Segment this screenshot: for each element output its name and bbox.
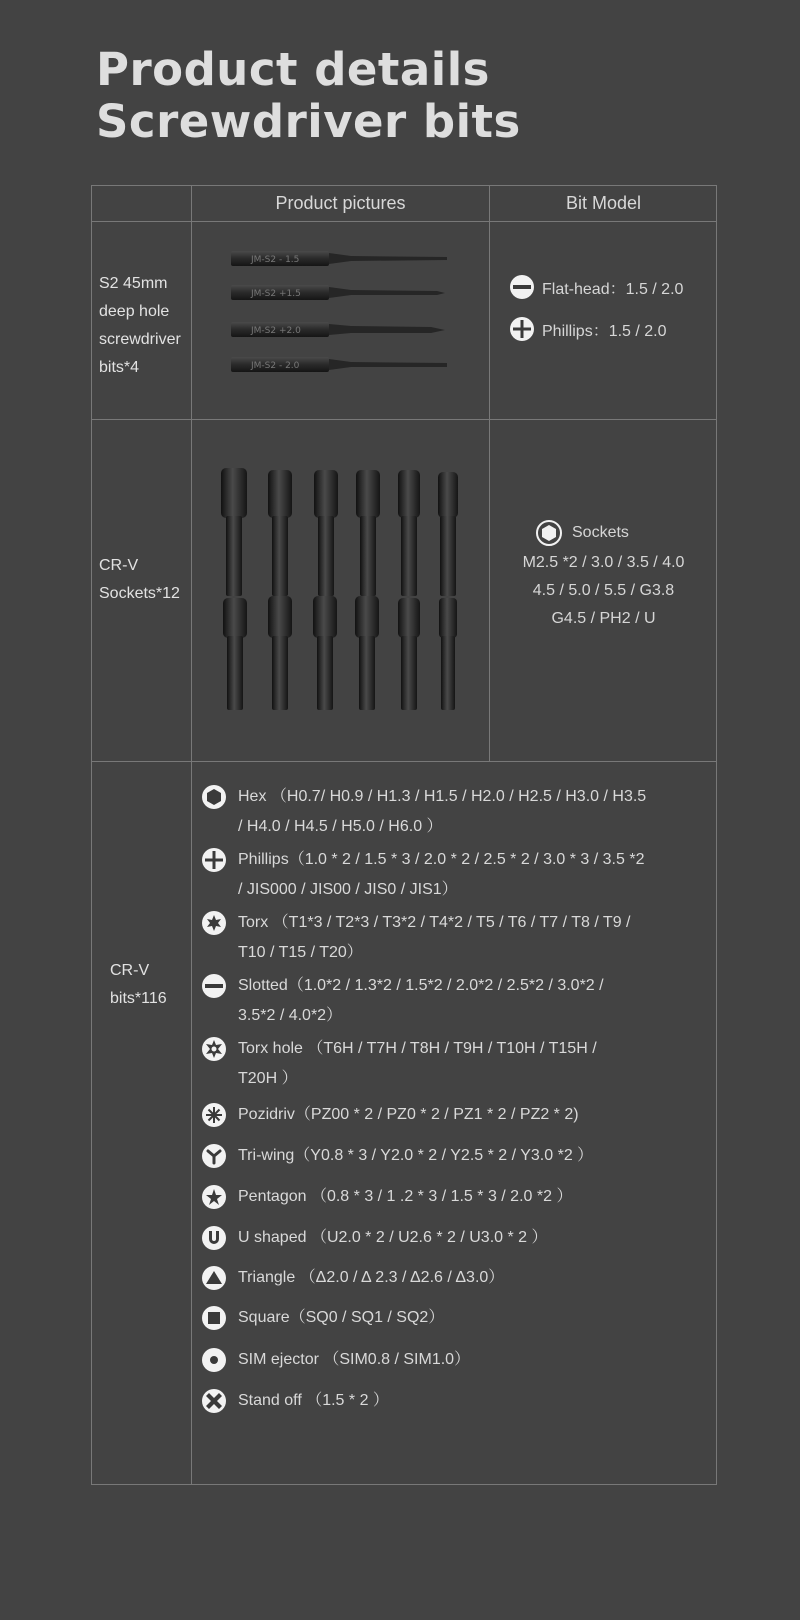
bit-line: Hex （H0.7/ H0.9 / H1.3 / H1.5 / H2.0 / H2.5 / H3.0 / H3.5	[238, 788, 647, 805]
bit-label: JM-S2 - 2.0	[251, 361, 300, 371]
label-line: bits*116	[110, 990, 167, 1007]
socket	[223, 598, 247, 710]
hex-icon	[202, 785, 226, 809]
bit-line: Torx hole （T6H / T7H / T8H / T9H / T10H / T15H /	[238, 1040, 597, 1057]
bit-line: Phillips（1.0 * 2 / 1.5 * 3 / 2.0 * 2 / 2.5 * 2 / 3.0 * 3 / 3.5 *2	[238, 851, 645, 868]
bit-line: Tri-wing（Y0.8 * 3 / Y2.0 * 2 / Y2.5 * 2 / Y3.0 *2 ）	[238, 1147, 594, 1164]
bit-line: T20H ）	[238, 1070, 298, 1087]
model-text: Phillips：1.5 / 2.0	[542, 322, 667, 340]
model-phillips	[510, 317, 667, 341]
bit-item-torx	[202, 908, 702, 968]
socket	[268, 596, 292, 710]
bit-label: JM-S2 - 1.5	[251, 255, 300, 265]
phillips-icon	[510, 317, 534, 341]
bit-label: JM-S2 +1.5	[251, 289, 301, 299]
bit-2	[231, 285, 445, 300]
socket-size-line: M2.5 *2 / 3.0 / 3.5 / 4.0	[522, 554, 685, 571]
divider	[489, 186, 490, 761]
u-shaped-icon	[202, 1226, 226, 1250]
bit-item-stand-off	[202, 1386, 702, 1416]
bit-item-triangle	[202, 1263, 702, 1293]
bit-line: Slotted（1.0*2 / 1.3*2 / 1.5*2 / 2.0*2 / 2.5*2 / 3.0*2 /	[238, 977, 604, 994]
page-title	[96, 44, 521, 148]
bit-line: U shaped （U2.0 * 2 / U2.6 * 2 / U3.0 * 2 ）	[238, 1229, 548, 1246]
flat-head-icon	[510, 275, 534, 299]
bit-line: Torx （T1*3 / T2*3 / T3*2 / T4*2 / T5 / T6 / T7 / T8 / T9 /	[238, 914, 631, 931]
torx-hole-icon	[202, 1037, 226, 1061]
socket	[313, 596, 337, 710]
bit-line: / H4.0 / H4.5 / H5.0 / H6.0 ）	[238, 818, 443, 835]
s2-bits-picture	[231, 248, 461, 398]
socket-size-line: G4.5 / PH2 / U	[551, 610, 656, 627]
triangle-icon	[202, 1266, 226, 1290]
pozidriv-icon	[202, 1103, 226, 1127]
title-line-2: Screwdriver bits	[96, 95, 521, 148]
divider	[191, 186, 192, 1484]
bit-line: SIM ejector （SIM0.8 / SIM1.0）	[238, 1351, 471, 1368]
header-product-pictures: Product pictures	[275, 193, 406, 213]
row-label-bits	[110, 957, 167, 1013]
sockets-heading	[536, 520, 629, 546]
socket-sizes	[490, 549, 717, 633]
row-label-sockets	[99, 552, 180, 608]
socket	[314, 470, 338, 596]
socket	[355, 596, 379, 710]
bit-item-hex	[202, 782, 702, 842]
tri-wing-icon	[202, 1144, 226, 1168]
sockets-heading-text: Sockets	[572, 524, 629, 541]
divider	[92, 221, 716, 222]
bit-line: T10 / T15 / T20）	[238, 944, 363, 961]
bit-line: Triangle （Δ2.0 / Δ 2.3 / Δ2.6 / Δ3.0）	[238, 1269, 505, 1286]
header-bit-model: Bit Model	[565, 193, 642, 213]
bit-line: / JIS000 / JIS00 / JIS0 / JIS1）	[238, 881, 458, 898]
label-line: screwdriver	[99, 331, 181, 348]
label-line: Sockets*12	[99, 585, 180, 602]
stand-off-icon	[202, 1389, 226, 1413]
socket	[438, 472, 458, 596]
bit-3	[231, 322, 445, 337]
bit-item-slotted	[202, 971, 702, 1031]
model-text: Flat-head：1.5 / 2.0	[542, 280, 684, 298]
socket	[356, 470, 380, 596]
title-line-1: Product details	[96, 43, 490, 96]
hexagon-socket-icon	[536, 520, 562, 546]
bit-item-pentagon	[202, 1182, 702, 1212]
torx-icon	[202, 911, 226, 935]
bit-item-pozidriv	[202, 1100, 702, 1130]
slotted-icon	[202, 974, 226, 998]
phillips-icon	[202, 848, 226, 872]
sim-ejector-icon	[202, 1348, 226, 1372]
square-icon	[202, 1306, 226, 1330]
bit-item-phillips	[202, 845, 702, 905]
bit-line: Pentagon （0.8 * 3 / 1 .2 * 3 / 1.5 * 3 / 2.0 *2 ）	[238, 1188, 573, 1205]
label-line: deep hole	[99, 303, 170, 320]
bit-item-u-shaped	[202, 1223, 702, 1253]
bit-4	[231, 357, 447, 372]
pentagon-icon	[202, 1185, 226, 1209]
bit-line: Square（SQ0 / SQ1 / SQ2）	[238, 1309, 445, 1326]
bit-item-sim-ejector	[202, 1345, 702, 1375]
socket	[268, 470, 292, 596]
socket	[398, 598, 420, 710]
bit-1	[231, 251, 447, 266]
divider	[92, 419, 716, 420]
product-table	[91, 185, 717, 1485]
label-line: CR-V	[110, 962, 150, 979]
socket	[439, 598, 457, 710]
label-line: bits*4	[99, 359, 140, 376]
label-line: CR-V	[99, 557, 139, 574]
bit-item-square	[202, 1303, 702, 1333]
bit-label: JM-S2 +2.0	[251, 326, 301, 336]
socket	[398, 470, 420, 596]
sockets-picture	[221, 468, 461, 718]
bit-line: 3.5*2 / 4.0*2）	[238, 1007, 343, 1024]
row-label-s2-bits	[99, 270, 181, 382]
label-line: S2 45mm	[99, 275, 168, 292]
bit-item-torx-hole	[202, 1034, 702, 1094]
model-flat-head	[510, 275, 683, 299]
socket-size-line: 4.5 / 5.0 / 5.5 / G3.8	[532, 582, 675, 599]
bit-line: Pozidriv（PZ00 * 2 / PZ0 * 2 / PZ1 * 2 / PZ2 * 2)	[238, 1106, 579, 1123]
socket	[221, 468, 247, 596]
divider	[92, 761, 716, 762]
bit-line: Stand off （1.5 * 2 ）	[238, 1392, 389, 1409]
bit-item-tri-wing	[202, 1141, 702, 1171]
